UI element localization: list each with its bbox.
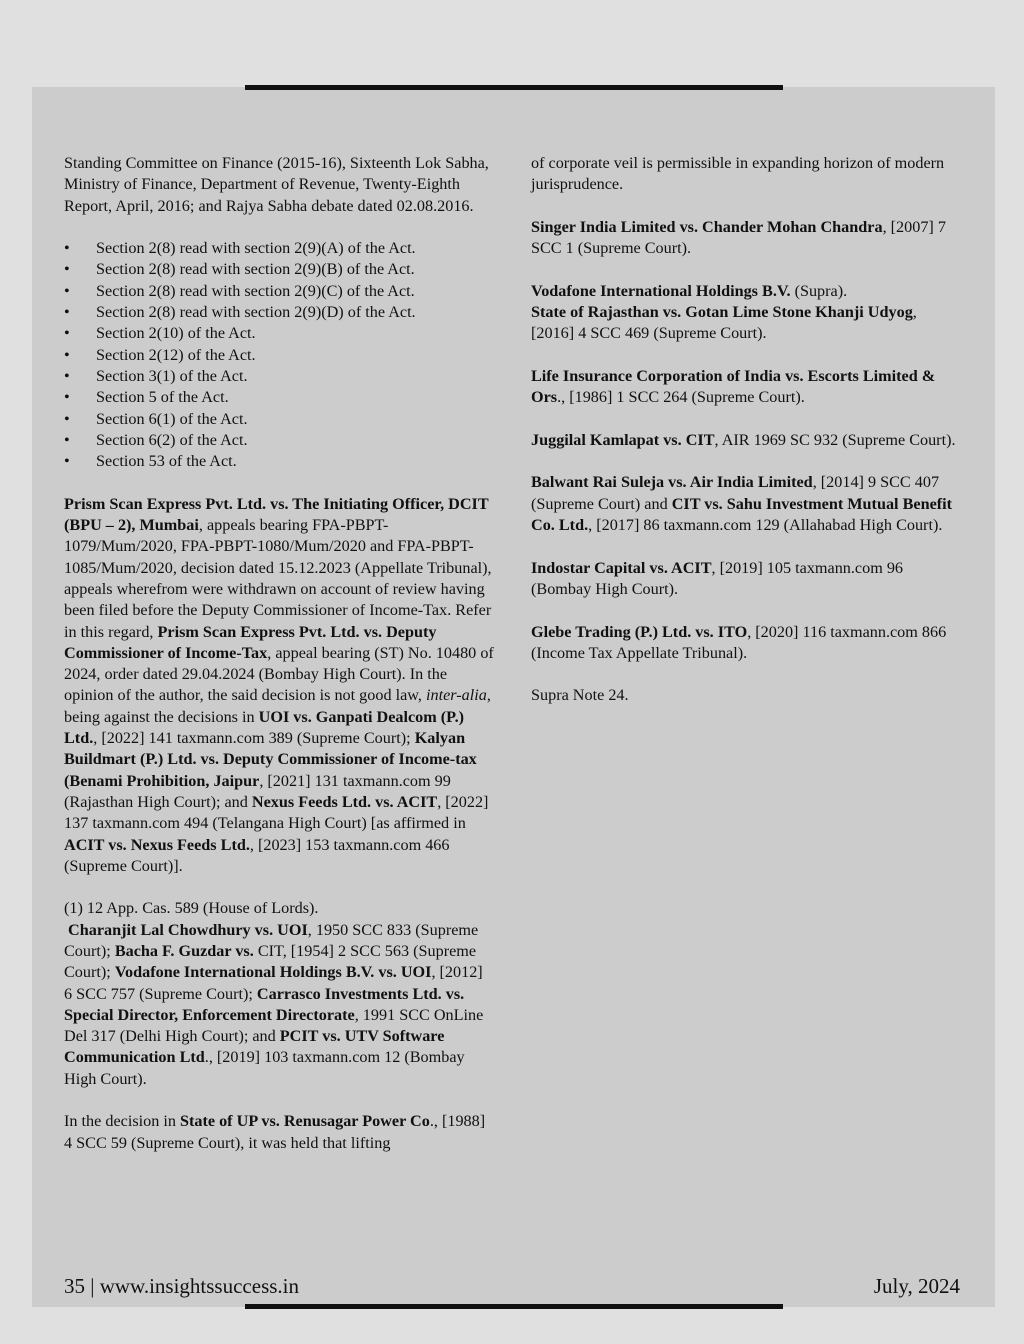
footnote-singer: Singer India Limited vs. Chander Mohan Chandra, [2007] 7 SCC 1 (Supreme Court). (531, 217, 946, 258)
footnote-gotan: State of Rajasthan vs. Gotan Lime Stone Khanji Udyog, [2016] 4 SCC 469 (Supreme Court). (531, 303, 917, 343)
list-item: • Section 2(8) read with section 2(9)(A) of the Act. (64, 238, 494, 259)
list-item: • Section 2(12) of the Act. (64, 345, 494, 366)
list-item: • Section 53 of the Act. (64, 451, 494, 472)
footnote-indostar: Indostar Capital vs. ACIT, [2019] 105 taxmann.com 96 (Bombay High Court). (531, 558, 904, 598)
footnote-corporate-veil: of corporate veil is permissible in expanding horizon of modern jurisprudence. (531, 154, 945, 194)
footer-page-and-url: 35 | www.insightssuccess.in (64, 1274, 299, 1298)
bullet-icon: • (64, 324, 70, 343)
footnote-standing-committee: Standing Committee on Finance (2015-16), Sixteenth Lok Sabha, Ministry of Finance, Department of Revenue, Twenty-Eighth Report, April, 2016; and Rajya Sabha debate dated 02.08.2016. (64, 154, 489, 215)
list-item: • Section 3(1) of the Act. (64, 366, 494, 387)
footnote-renusagar: In the decision in State of UP vs. Renusagar Power Co., [1988] 4 SCC 59 (Supreme Court), it was held that lifting (64, 1112, 486, 1152)
footnote-lic: Life Insurance Corporation of India vs. Escorts Limited & Ors., [1986] 1 SCC 264 (Supreme Court). (531, 366, 936, 407)
list-item: • Section 6(2) of the Act. (64, 430, 494, 451)
list-item: • Section 2(8) read with section 2(9)(D) of the Act. (64, 302, 494, 323)
footnote-juggilal: Juggilal Kamlapat vs. CIT, AIR 1969 SC 932 (Supreme Court). (531, 430, 956, 449)
bullet-icon: • (64, 260, 70, 279)
bullet-icon: • (64, 239, 70, 258)
bullet-icon: • (64, 366, 70, 385)
bullet-icon: • (64, 430, 70, 449)
list-item: • Section 2(8) read with section 2(9)(C) of the Act. (64, 281, 494, 302)
footnote-balwant: Balwant Rai Suleja vs. Air India Limited, [2014] 9 SCC 407 (Supreme Court) and CIT vs. Sahu Investment Mutual Benefit Co. Ltd., [2017] 86 taxmann.com 129 (Allahabad High Court). (531, 473, 953, 535)
footnote-supra: Supra Note 24. (531, 686, 629, 705)
top-rule (245, 85, 783, 90)
list-item: • Section 2(8) read with section 2(9)(B) of the Act. (64, 259, 494, 280)
footnote-prism-scan: Prism Scan Express Pvt. Ltd. vs. The Initiating Officer, DCIT (BPU – 2), Mumbai, appeals bearing FPA-PBPT-1079/Mum/2020, FPA-PBPT-1080/Mum/2020 and FPA-PBPT-1085/Mum/2020, decision dated 15.12.2023 (Appellate Tribunal), appeals wherefrom were withdrawn on account of review having been filed before the Deputy Commissioner of Income-Tax. Refer in this regard, Prism Scan Express Pvt. Ltd. vs. Deputy Commissioner of Income-Tax, appeal bearing (ST) No. 10480 of 2024, order dated 29.04.2024 (Bombay High Court). In the opinion of the author, the said decision is not good law, inter-alia, being against the decisions in UOI vs. Ganpati Dealcom (P.) Ltd., [2022] 141 taxmann.com 389 (Supreme Court); Kalyan Buildmart (P.) Ltd. vs. Deputy Commissioner of Income-tax (Benami Prohibition, Jaipur, [2021] 131 taxmann.com 99 (Rajasthan High Court); and Nexus Feeds Ltd. vs. ACIT, [2022] 137 taxmann.com 494 (Telangana High Court) [as affirmed in ACIT vs. Nexus Feeds Ltd., [2023] 153 taxmann.com 466 (Supreme Court)]. (64, 494, 494, 875)
bullet-icon: • (64, 281, 70, 300)
footnote-glebe: Glebe Trading (P.) Ltd. vs. ITO, [2020] 116 taxmann.com 866 (Income Tax Appellate Tribunal). (531, 622, 947, 662)
bullet-icon: • (64, 345, 70, 364)
list-item: • Section 5 of the Act. (64, 387, 494, 408)
footnote-app-cas: (1) 12 App. Cas. 589 (House of Lords). (64, 899, 319, 918)
list-item: • Section 6(1) of the Act. (64, 409, 494, 430)
left-column (64, 153, 494, 1175)
bullet-icon: • (64, 452, 70, 471)
footnote-vodafone: Vodafone International Holdings B.V. (Supra). (531, 281, 848, 300)
bottom-rule (245, 1304, 783, 1309)
right-column (531, 153, 963, 728)
bullet-icon: • (64, 388, 70, 407)
bullet-icon: • (64, 303, 70, 322)
section-list (64, 238, 494, 472)
bullet-icon: • (64, 409, 70, 428)
footer-date: July, 2024 (873, 1274, 960, 1298)
footnote-charanjit: Charanjit Lal Chowdhury vs. UOI, 1950 SCC 833 (Supreme Court); Bacha F. Guzdar vs. CIT, [1954] 2 SCC 563 (Supreme Court); Vodafone International Holdings B.V. vs. UOI, [2012] 6 SCC 757 (Supreme Court); Carrasco Investments Ltd. vs. Special Director, Enforcement Directorate, 1991 SCC OnLine Del 317 (Delhi High Court); and PCIT vs. UTV Software Communication Ltd., [2019] 103 taxmann.com 12 (Bombay High Court). (64, 920, 484, 1088)
list-item: • Section 2(10) of the Act. (64, 323, 494, 344)
